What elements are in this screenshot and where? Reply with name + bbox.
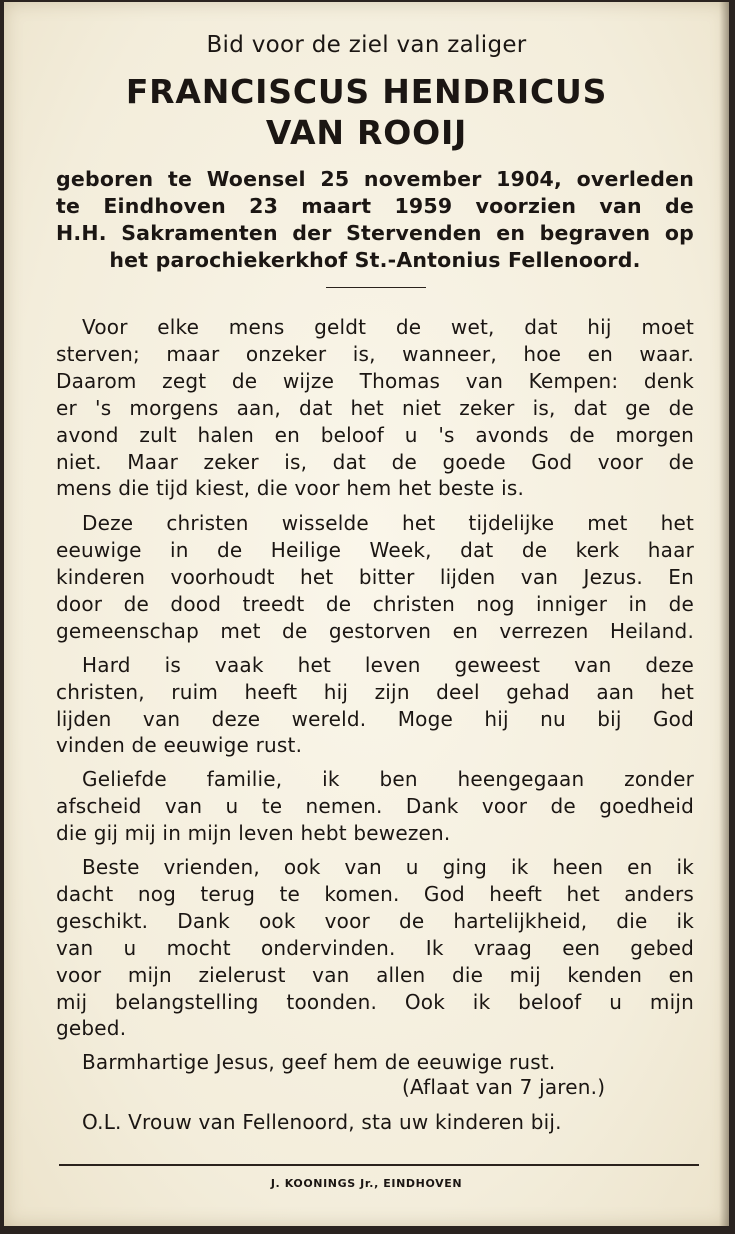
- text-line: mens die tijd kiest, die voor hem het beste is.: [56, 476, 525, 500]
- bio-line: het parochiekerkhof St.-Antonius Fellenoord.: [109, 248, 641, 272]
- bottom-rule: [59, 1164, 699, 1166]
- intro-line: Bid voor de ziel van zaliger: [206, 32, 527, 58]
- text-line: geschikt. Dank ook voor de hartelijkheid, die ik: [56, 909, 694, 933]
- text-line: afscheid van u te nemen. Dank voor de goedheid: [56, 794, 694, 818]
- prayer-card: [4, 2, 729, 1226]
- text-line: voor mijn zielerust van allen die mij kenden en: [56, 963, 694, 987]
- text-line: door de dood treedt de christen nog inniger in de: [56, 592, 694, 616]
- text-line: Geliefde familie, ik ben heengegaan zonder: [82, 767, 694, 791]
- deceased-name-line-2: VAN ROOIJ: [265, 113, 468, 152]
- text-line: Beste vrienden, ook van u ging ik heen en ik: [82, 855, 694, 879]
- prayer-line: Barmhartige Jesus, geef hem de eeuwige rust.: [82, 1050, 556, 1074]
- text-line: dacht nog terug te komen. God heeft het anders: [56, 882, 694, 906]
- bio-line: te Eindhoven 23 maart 1959 voorzien van de: [56, 194, 694, 218]
- text-line: er 's morgens aan, dat het niet zeker is, dat ge de: [56, 396, 694, 420]
- text-line: Deze christen wisselde het tijdelijke met het: [82, 511, 694, 535]
- text-line: gebed.: [56, 1016, 127, 1040]
- text-line: gemeenschap met de gestorven en verrezen Heiland.: [56, 619, 694, 643]
- text-line: Voor elke mens geldt de wet, dat hij moet: [82, 315, 694, 339]
- text-line: sterven; maar onzeker is, wanneer, hoe en waar.: [56, 342, 694, 366]
- text-line: vinden de eeuwige rust.: [56, 733, 303, 757]
- printer-imprint: J. KOONINGS Jr., EINDHOVEN: [270, 1177, 463, 1190]
- divider-line: [326, 287, 426, 288]
- text-line: van u mocht ondervinden. Ik vraag een gebed: [56, 936, 694, 960]
- text-line: kinderen voorhoudt het bitter lijden van Jezus. En: [56, 565, 694, 589]
- deceased-name-line-1: FRANCISCUS HENDRICUS: [125, 72, 608, 111]
- text-line: niet. Maar zeker is, dat de goede God voor de: [56, 450, 694, 474]
- text-line: avond zult halen en beloof u 's avonds de morgen: [56, 423, 694, 447]
- text-line: christen, ruim heeft hij zijn deel gehad aan het: [56, 680, 694, 704]
- text-line: mij belangstelling toonden. Ook ik beloof u mijn: [56, 990, 694, 1014]
- bio-line: H.H. Sakramenten der Stervenden en begraven op: [56, 221, 694, 245]
- indulgence-note: (Aflaat van 7 jaren.): [402, 1075, 606, 1099]
- text-line: lijden van deze wereld. Moge hij nu bij God: [56, 707, 694, 731]
- text-line: eeuwige in de Heilige Week, dat de kerk haar: [56, 538, 694, 562]
- text-line: Hard is vaak het leven geweest van deze: [82, 653, 694, 677]
- invocation-line: O.L. Vrouw van Fellenoord, sta uw kinderen bij.: [82, 1110, 562, 1134]
- bio-line: geboren te Woensel 25 november 1904, overleden: [56, 167, 694, 191]
- text-line: die gij mij in mijn leven hebt bewezen.: [56, 821, 451, 845]
- text-line: Daarom zegt de wijze Thomas van Kempen: denk: [56, 369, 694, 393]
